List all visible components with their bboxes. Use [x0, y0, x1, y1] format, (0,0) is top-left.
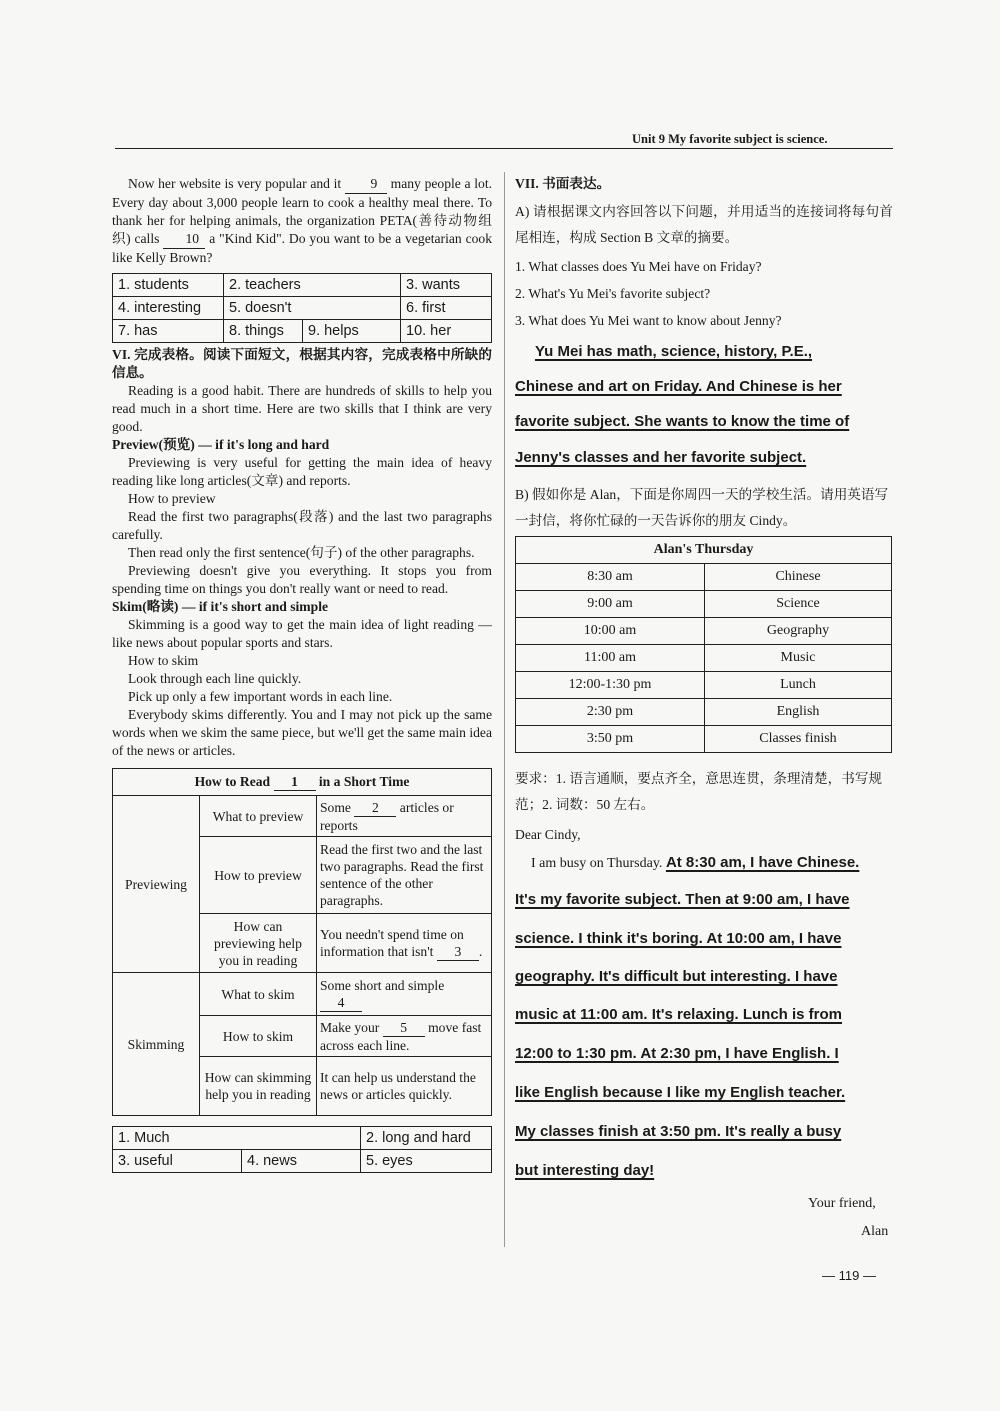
paragraph: Previewing is very useful for getting the main idea of heavy reading like long articles(文章) and reports. [112, 455, 492, 488]
row-question: How can skimming help you in reading [200, 1057, 317, 1116]
title-text: in a Short Time [318, 774, 410, 789]
row-question: How to preview [200, 837, 317, 914]
column-divider [504, 172, 505, 1247]
previewing-label: Previewing [113, 796, 200, 973]
schedule-time: 10:00 am [516, 618, 705, 645]
passage-text: Now her website is very popular and it [128, 176, 342, 191]
row-answer [317, 796, 492, 837]
question: 3. What does Yu Mei want to know about Jenny? [515, 313, 782, 328]
letter-line: but interesting day! [515, 1162, 655, 1179]
answer-cell: 3. useful [113, 1150, 242, 1173]
answer-cell: 9. helps [303, 320, 401, 343]
schedule-subject: Classes finish [705, 726, 892, 753]
part-b-instructions: B) 假如你是 Alan，下面是你周四一天的学校生活。请用英语写一封信，将你忙碌的一天告诉你的朋友 Cindy。 [515, 487, 889, 528]
schedule-subject: Science [705, 591, 892, 618]
skim-heading: Skim(略读) — if it's short and simple [112, 599, 329, 614]
passage-end [112, 175, 492, 267]
section-7-title: VII. 书面表达。 [515, 176, 611, 191]
answer-cell: 3. wants [401, 274, 492, 297]
question: 1. What classes does Yu Mei have on Friday? [515, 259, 762, 274]
paragraph: Everybody skims differently. You and I may not pick up the same words when we skim the same piece, but we'll get the same main idea of the news or articles. [112, 707, 492, 758]
schedule-subject: Chinese [705, 564, 892, 591]
answer-a-line: Chinese and art on Friday. And Chinese is her [515, 378, 842, 395]
requirements: 要求：1. 语言通顺，要点齐全，意思连贯，条理清楚，书写规范；2. 词数：50 左右。 [515, 771, 883, 812]
row-answer: Read the first two and the last two paragraphs. Read the first sentence of the other paragraphs. [317, 837, 492, 914]
answer-cell: 10. her [401, 320, 492, 343]
answer-table-2 [112, 1126, 492, 1173]
answer-cell: 5. eyes [361, 1150, 492, 1173]
left-column [112, 175, 492, 1173]
letter-greeting: Dear Cindy, [515, 827, 581, 842]
question: 2. What's Yu Mei's favorite subject? [515, 286, 711, 301]
preview-heading: Preview(预览) — if it's long and hard [112, 437, 330, 452]
answer-cell: 1. students [113, 274, 224, 297]
how-to-preview-heading: How to preview [128, 491, 216, 506]
row-answer: You needn't spend time on information that isn't 3 . [317, 914, 492, 973]
paragraph: Skimming is a good way to get the main idea of light reading — like news about popular sports and stars. [112, 617, 492, 650]
blank-2: 2 [354, 799, 396, 817]
schedule-time: 8:30 am [516, 564, 705, 591]
answer-cell: 7. has [113, 320, 224, 343]
answer-cell: 2. teachers [224, 274, 401, 297]
schedule-subject: Lunch [705, 672, 892, 699]
page-number: — 119 — [822, 1268, 876, 1283]
answer-text: Some short and simple [320, 977, 445, 993]
blank-3: 3 [437, 943, 479, 961]
paragraph: Previewing doesn't give you everything. It stops you from spending time on things you don't really want or need to read. [112, 563, 492, 596]
part-a-instructions: A) 请根据课文内容回答以下问题，并用适当的连接词将每句首尾相连，构成 Section B 文章的摘要。 [515, 204, 893, 245]
page-header-title: Unit 9 My favorite subject is science. [632, 132, 828, 146]
answer-text: You needn't spend time on information that isn't [320, 926, 464, 959]
answer-text: Some [320, 799, 351, 815]
reading-table-title [113, 769, 492, 796]
answer-text: Make your [320, 1019, 380, 1035]
row-question: What to preview [200, 796, 317, 837]
schedule-subject: Music [705, 645, 892, 672]
schedule-subject: Geography [705, 618, 892, 645]
paragraph: Reading is a good habit. There are hundreds of skills to help you read much in a short time. Here are two skills that I think are very good. [112, 383, 492, 434]
schedule-time: 11:00 am [516, 645, 705, 672]
header-rule [115, 148, 893, 149]
letter-line: It's my favorite subject. Then at 9:00 am, I have [515, 891, 850, 908]
row-question: How to skim [200, 1016, 317, 1057]
paragraph: Then read only the first sentence(句子) of the other paragraphs. [128, 545, 475, 560]
passage-text: many people a lot. Every day about 3,000 people learn to cook a healthy meal there. To thank her for helping animals, the organization PETA(善待动物组织) calls [112, 176, 493, 246]
blank-5: 5 [383, 1019, 425, 1037]
paragraph: Pick up only a few important words in each line. [128, 689, 393, 704]
title-text: How to Read [194, 774, 271, 789]
row-answer [317, 1016, 492, 1057]
row-question: How can previewing help you in reading [200, 914, 317, 973]
answer-a-line: Yu Mei has math, science, history, P.E., [535, 343, 813, 360]
row-answer [317, 973, 492, 1016]
schedule-table [515, 536, 892, 753]
reading-table [112, 768, 492, 1116]
answer-cell: 4. news [242, 1150, 361, 1173]
letter-line: science. I think it's boring. At 10:00 am, I have [515, 930, 842, 947]
answer-cell: 1. Much [113, 1127, 361, 1150]
letter-printed-text: I am busy on Thursday. [531, 856, 663, 871]
schedule-time: 12:00-1:30 pm [516, 672, 705, 699]
letter-line: My classes finish at 3:50 pm. It's really a busy [515, 1123, 842, 1140]
passage-text: a "Kind Kid". Do you want to be a vegetarian cook like Kelly Brown? [112, 231, 492, 265]
answer-cell: 5. doesn't [224, 297, 401, 320]
letter-line: music at 11:00 am. It's relaxing. Lunch is from [515, 1006, 843, 1023]
blank-10: 10 [163, 230, 205, 249]
answer-a-line: favorite subject. She wants to know the time of [515, 413, 850, 430]
letter-closing: Your friend, [808, 1196, 876, 1211]
blank-9: 9 [345, 175, 387, 194]
schedule-title: Alan's Thursday [516, 537, 892, 564]
answer-cell: 6. first [401, 297, 492, 320]
section-6-title: VI. 完成表格。阅读下面短文，根据其内容，完成表格中所缺的信息。 [112, 347, 492, 380]
letter-line: geography. It's difficult but interesting. I have [515, 968, 838, 985]
letter-line: like English because I like my English teacher. [515, 1084, 846, 1101]
right-column-top [515, 175, 893, 334]
answer-cell: 2. long and hard [361, 1127, 492, 1150]
schedule-subject: English [705, 699, 892, 726]
letter-handwritten-text: At 8:30 am, I have Chinese. [665, 854, 860, 871]
schedule-time: 2:30 pm [516, 699, 705, 726]
letter-signature: Alan [861, 1224, 889, 1239]
row-answer: It can help us understand the news or articles quickly. [317, 1057, 492, 1116]
blank-1: 1 [274, 773, 316, 791]
paragraph: Look through each line quickly. [128, 671, 302, 686]
blank-4: 4 [320, 994, 362, 1012]
schedule-time: 9:00 am [516, 591, 705, 618]
schedule-time: 3:50 pm [516, 726, 705, 753]
skimming-label: Skimming [113, 973, 200, 1116]
answer-cell: 4. interesting [113, 297, 224, 320]
answer-cell: 8. things [224, 320, 303, 343]
paragraph: Read the first two paragraphs(段落) and the last two paragraphs carefully. [112, 509, 492, 542]
answer-a-line: Jenny's classes and her favorite subject. [515, 449, 807, 466]
answer-text: move fast across each line. [320, 1019, 482, 1053]
letter-line-1 [531, 854, 859, 872]
row-question: What to skim [200, 973, 317, 1016]
answer-table-1 [112, 273, 492, 343]
answer-text: articles or reports [320, 799, 454, 833]
letter-line: 12:00 to 1:30 pm. At 2:30 pm, I have English. I [515, 1045, 839, 1062]
how-to-skim-heading: How to skim [128, 653, 199, 668]
